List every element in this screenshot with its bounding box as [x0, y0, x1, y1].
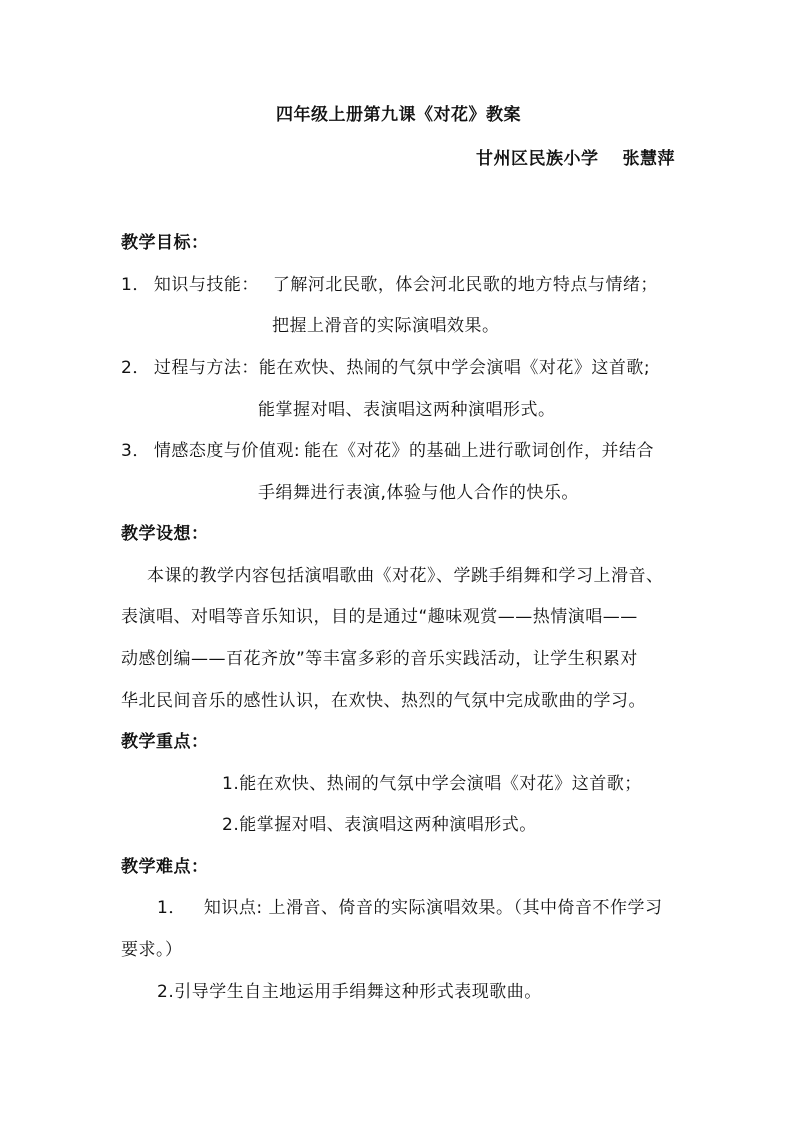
key-points-heading: 教学重点： [121, 732, 209, 752]
author-school: 甘州区民族小学 [476, 149, 599, 169]
concept-paragraph-line: 动感创编——百花齐放”等丰富多彩的音乐实践活动，让学生积累对 [121, 649, 638, 669]
objective-item-1-continuation: 把握上滑音的实际演唱效果。 [272, 316, 500, 336]
difficulty-item-1-continuation: 要求。） [121, 940, 183, 960]
objective-label: 情感态度与价值观: [153, 441, 301, 461]
objective-item-3-continuation: 手绢舞进行表演,体验与他人合作的快乐。 [258, 483, 579, 503]
difficulty-text: 知识点: 上滑音、倚音的实际演唱效果。（其中倚音不作学习 [203, 898, 663, 918]
objective-label: 过程与方法： [153, 358, 259, 378]
concept-paragraph-line: 表演唱、对唱等音乐知识，目的是通过“趣味观赏——热情演唱—— [121, 607, 638, 627]
objective-number: 2． [121, 358, 150, 378]
objective-text: 了解河北民歌，体会河北民歌的地方特点与情绪； [272, 275, 658, 295]
author-name: 张慧萍 [622, 149, 675, 169]
objectives-heading: 教学目标： [121, 233, 209, 253]
concept-paragraph-line: 本课的教学内容包括演唱歌曲《对花》、学跳手绢舞和学习上滑音、 [147, 566, 664, 586]
difficulties-heading: 教学难点： [121, 857, 209, 877]
concept-heading: 教学设想： [121, 524, 209, 544]
document-title: 四年级上册第九课《对花》教案 [276, 105, 521, 125]
difficulty-item-2: 2.引导学生自主地运用手绢舞这种形式表现歌曲。 [157, 982, 542, 1002]
objective-item-2-continuation: 能掌握对唱、表演唱这两种演唱形式。 [258, 400, 556, 420]
objective-text: 能在欢快、热闹的气氛中学会演唱《对花》这首歌; [258, 358, 651, 378]
objective-number: 3． [121, 441, 150, 461]
concept-paragraph-line: 华北民间音乐的感性认识，在欢快、热烈的气氛中完成歌曲的学习。 [121, 691, 646, 711]
key-point-item: 2.能掌握对唱、表演唱这两种演唱形式。 [222, 815, 537, 835]
difficulty-number: 1． [157, 898, 186, 918]
author-line [476, 148, 675, 170]
objective-number: 1． [121, 275, 150, 295]
objective-item-1 [121, 274, 658, 296]
key-point-item: 1.能在欢快、热闹的气氛中学会演唱《对花》这首歌； [222, 774, 642, 794]
objective-label: 知识与技能： [153, 275, 259, 295]
objective-item-3 [121, 440, 654, 462]
objective-text: 能在《对花》的基础上进行歌词创作，并结合 [304, 441, 655, 461]
difficulty-item-1 [157, 897, 662, 919]
objective-item-2 [121, 357, 650, 379]
